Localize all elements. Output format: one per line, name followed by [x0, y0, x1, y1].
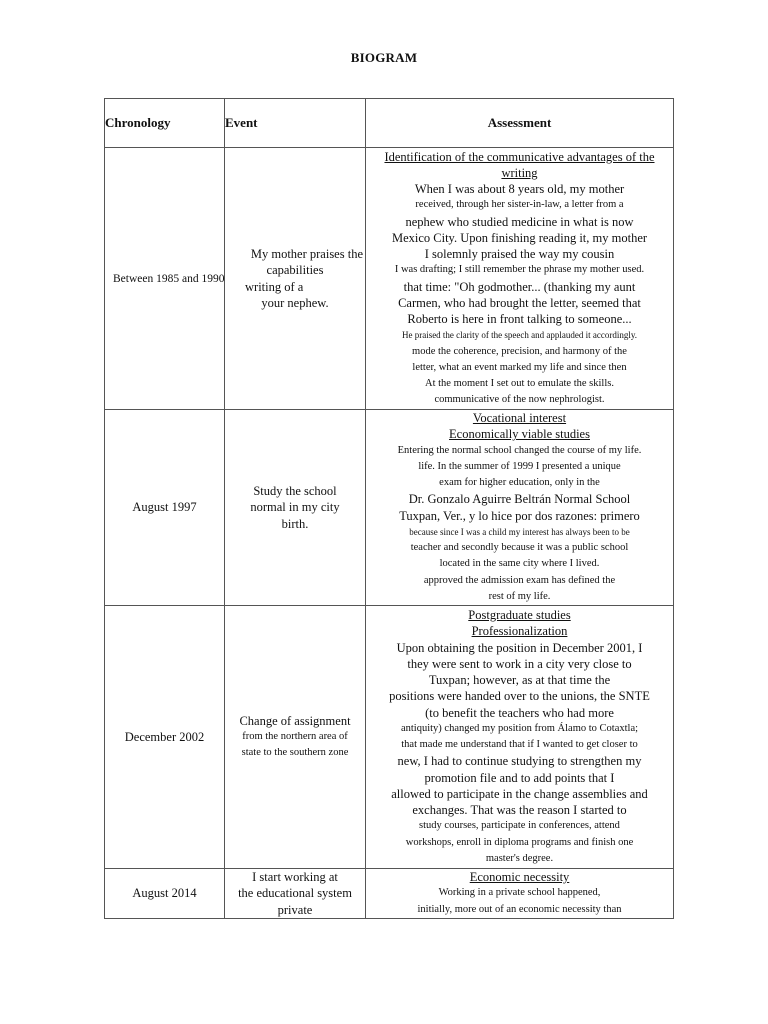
- event-cell: [225, 606, 366, 869]
- document-title: BIOGRAM: [350, 50, 418, 65]
- event-line: state to the southern zone: [241, 747, 349, 759]
- assessment-cell: [366, 869, 674, 919]
- event-line: capabilities: [266, 263, 324, 278]
- assessment-line: mode the coherence, precision, and harmony of the: [412, 345, 627, 357]
- assessment-line: master's degree.: [485, 852, 554, 864]
- assessment-line: exam for higher education, only in the: [439, 477, 600, 488]
- event-line: from the northern area of: [242, 730, 348, 742]
- assessment-line: rest of my life.: [488, 590, 551, 602]
- assessment-line: exchanges. That was the reason I started to: [412, 803, 627, 817]
- assessment-cell: [366, 410, 674, 606]
- event-line: Study the school: [253, 484, 337, 499]
- header-event: Event: [225, 99, 366, 148]
- table-row: [105, 410, 674, 606]
- event-cell: [225, 410, 366, 606]
- assessment-line: received, through her sister-in-law, a letter from a: [415, 199, 624, 211]
- event-line: private: [277, 902, 313, 917]
- assessment-line: new, I had to continue studying to strengthen my: [397, 754, 642, 769]
- assessment-line: workshops, enroll in diploma programs and finish one: [405, 836, 634, 848]
- header-chronology: Chronology: [105, 99, 225, 148]
- assessment-line: approved the admission exam has defined the: [423, 574, 616, 586]
- assessment-line: Roberto is here in front talking to someone...: [407, 312, 632, 326]
- event-line: Change of assignment: [239, 713, 351, 728]
- assessment-line: communicative of the now nephrologist.: [434, 394, 605, 406]
- assessment-line: that time: "Oh godmother... (thanking my aunt: [403, 279, 636, 294]
- assessment-line: letter, what an event marked my life and since then: [412, 361, 627, 373]
- assessment-line: they were sent to work in a city very close to: [407, 656, 632, 671]
- assessment-line: He praised the clarity of the speech and applauded it accordingly.: [401, 330, 638, 341]
- event-cell: [225, 148, 366, 410]
- chronology-cell: August 2014: [105, 869, 225, 919]
- assessment-line: Working in a private school happened,: [438, 887, 601, 899]
- header-assessment: Assessment: [366, 99, 674, 148]
- assessment-line: Tuxpan, Ver., y lo hice por dos razones: primero: [399, 508, 640, 523]
- event-line: birth.: [281, 516, 309, 531]
- assessment-line: located in the same city where I lived.: [439, 558, 600, 570]
- assessment-heading: writing: [501, 165, 538, 180]
- assessment-heading: Economic necessity: [469, 870, 570, 885]
- table-row: [105, 606, 674, 869]
- assessment-line: Dr. Gonzalo Aguirre Beltrán Normal School: [408, 492, 631, 507]
- assessment-heading: Postgraduate studies: [468, 608, 571, 622]
- table-row: [105, 869, 674, 919]
- event-line: your nephew.: [261, 295, 329, 310]
- event-line: normal in my city: [250, 500, 340, 515]
- assessment-line: life. In the summer of 1999 I presented a unique: [418, 460, 621, 472]
- assessment-heading: Economically viable studies: [449, 427, 590, 442]
- event-line: writing of a: [245, 279, 304, 294]
- assessment-line: I was drafting; I still remember the phrase my mother used.: [394, 264, 645, 276]
- biogram-table: [104, 98, 674, 919]
- assessment-line: When I was about 8 years old, my mother: [414, 182, 625, 196]
- chronology-cell: December 2002: [105, 606, 225, 869]
- assessment-line: Tuxpan; however, as at that time the: [428, 673, 611, 687]
- assessment-line: study courses, participate in conferences, attend: [419, 820, 620, 832]
- assessment-heading: Professionalization: [471, 624, 568, 639]
- assessment-line: promotion file and to add points that I: [424, 770, 615, 785]
- assessment-line: allowed to participate in the change assemblies and: [391, 786, 648, 801]
- assessment-cell: [366, 606, 674, 869]
- assessment-line: positions were handed over to the unions, the SNTE: [389, 689, 650, 704]
- table-row: [105, 148, 674, 410]
- assessment-line: Carmen, who had brought the letter, seemed that: [398, 295, 641, 310]
- assessment-heading: Identification of the communicative advantages of the: [384, 149, 655, 164]
- event-line: My mother praises the: [250, 246, 363, 261]
- chronology-cell: Between 1985 and 1990: [105, 148, 225, 410]
- assessment-line: teacher and secondly because it was a public school: [410, 542, 629, 553]
- assessment-heading: Vocational interest: [472, 411, 567, 425]
- assessment-line: antiquity) changed my position from Álamo to Cotaxtla;: [400, 722, 639, 734]
- assessment-line: nephew who studied medicine in what is now: [405, 214, 634, 229]
- assessment-line: because since I was a child my interest has always been to be: [409, 526, 630, 537]
- assessment-cell: [366, 148, 674, 410]
- assessment-line: Mexico City. Upon finishing reading it, my mother: [391, 230, 648, 245]
- assessment-line: Entering the normal school changed the course of my life.: [397, 444, 642, 456]
- assessment-line: Upon obtaining the position in December 2001, I: [396, 640, 643, 655]
- table-header-row: [105, 99, 674, 148]
- assessment-line: initially, more out of an economic necessity than: [417, 903, 622, 915]
- event-cell: [225, 869, 366, 919]
- assessment-line: At the moment I set out to emulate the skills.: [425, 378, 614, 389]
- chronology-cell: August 1997: [105, 410, 225, 606]
- assessment-line: I solemnly praised the way my cousin: [424, 247, 615, 261]
- assessment-line: that made me understand that if I wanted to get closer to: [401, 739, 638, 750]
- event-line: I start working at: [252, 870, 338, 884]
- event-line: the educational system: [238, 886, 352, 901]
- assessment-line: (to benefit the teachers who had more: [425, 705, 614, 720]
